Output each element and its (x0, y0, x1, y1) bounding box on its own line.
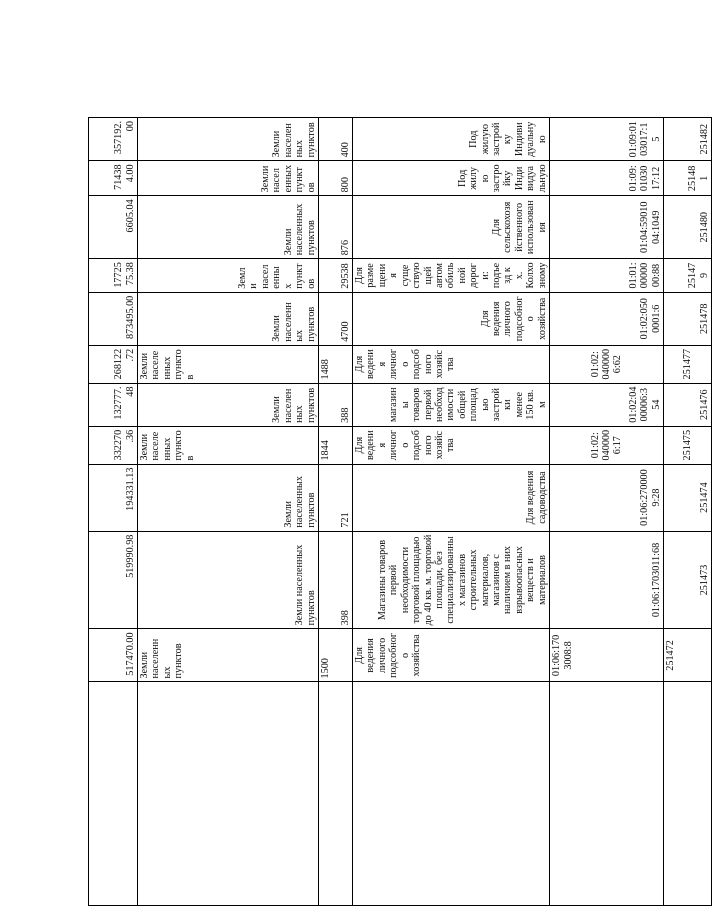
category-cell (138, 682, 319, 906)
cadastral-cell: 01:02:0500001:6 (550, 292, 664, 345)
cadastral-row (550, 118, 664, 906)
id-cell: 251479 (664, 259, 712, 293)
category-cell: Земли населенных пунктов (138, 196, 319, 259)
category-cell: Земли населенных пунктов (138, 345, 319, 383)
value-cell: 517470.00 (89, 629, 138, 682)
rotated-land-table (88, 117, 710, 906)
land-registry-table (88, 117, 712, 906)
value-row (89, 118, 138, 906)
category-cell: Земли населенных пунктов (138, 464, 319, 531)
area-cell: 1488 (319, 345, 353, 383)
category-row (138, 118, 319, 906)
cadastral-cell: 01:09:0103017:15 (550, 118, 664, 161)
value-cell: 357192.00 (89, 118, 138, 161)
usage-cell (353, 682, 550, 906)
category-cell: Земли населенных пунктов (138, 292, 319, 345)
area-cell: 29538 (319, 259, 353, 293)
usage-cell: Магазины товаров первой необходимости торговой площадью до 40 кв. м. торговой площади, без специализированных магазинов строительных материалов, магазинов с наличием в них взрывоопасных веществ и материалов (353, 531, 550, 629)
id-cell: 251480 (664, 196, 712, 259)
value-cell: 714384.00 (89, 161, 138, 196)
cadastral-cell: 01:09:0103017:12 (550, 161, 664, 196)
id-cell (664, 682, 712, 906)
category-cell: Земли населенных пунктов (138, 259, 319, 293)
area-cell: 721 (319, 464, 353, 531)
category-cell: Земли населенных пунктов (138, 161, 319, 196)
id-cell: 251477 (664, 345, 712, 383)
usage-cell: Для ведения личного подсобного хозяйства (353, 629, 550, 682)
id-cell: 251482 (664, 118, 712, 161)
usage-row (353, 118, 550, 906)
cadastral-cell: 01:02:0400006:17 (550, 426, 664, 464)
category-cell: Земли населенных пунктов (138, 531, 319, 629)
value-cell: 873495.00 (89, 292, 138, 345)
value-cell: 6605.04 (89, 196, 138, 259)
category-cell: Земли населенных пунктов (138, 629, 319, 682)
value-cell (89, 682, 138, 906)
usage-cell: магазины товаров первой необходимости общей площадью застройки менее 150 кв. м (353, 383, 550, 426)
area-cell: 876 (319, 196, 353, 259)
category-cell: Земли населенных пунктов (138, 383, 319, 426)
area-cell: 1500 (319, 629, 353, 682)
area-row (319, 118, 353, 906)
area-cell: 1844 (319, 426, 353, 464)
usage-cell: Для ведения личного подсобного хозяйства (353, 292, 550, 345)
category-cell: Земли населенных пунктов (138, 426, 319, 464)
category-cell: Земли населенных пунктов (138, 118, 319, 161)
value-cell: 194331.13 (89, 464, 138, 531)
value-cell: 1772575.38 (89, 259, 138, 293)
area-cell: 398 (319, 531, 353, 629)
id-cell: 251472 (664, 629, 712, 682)
id-cell: 251478 (664, 292, 712, 345)
cadastral-cell: 01:04:5901004:1049 (550, 196, 664, 259)
id-row (664, 118, 712, 906)
cadastral-cell: 01:02:0400006:354 (550, 383, 664, 426)
cadastral-cell: 01:01:0000000:88 (550, 259, 664, 293)
value-cell: 519990.98 (89, 531, 138, 629)
value-cell: 268122.72 (89, 345, 138, 383)
cadastral-cell (550, 682, 664, 906)
usage-cell: Под жилую застройку Индивидуальную (353, 118, 550, 161)
area-cell: 400 (319, 118, 353, 161)
area-cell (319, 682, 353, 906)
usage-cell: Для ведения садоводства (353, 464, 550, 531)
id-cell: 251481 (664, 161, 712, 196)
usage-cell: Для сельскохозяйственного использования (353, 196, 550, 259)
cadastral-cell: 01:06:2700009:28 (550, 464, 664, 531)
id-cell: 251474 (664, 464, 712, 531)
id-cell: 251476 (664, 383, 712, 426)
area-cell: 388 (319, 383, 353, 426)
usage-cell: Для ведения личного подсобного хозяйства (353, 345, 550, 383)
cadastral-cell: 01:06:1703008:8 (550, 629, 664, 682)
value-cell: 132777.48 (89, 383, 138, 426)
id-cell: 251475 (664, 426, 712, 464)
cadastral-cell: 01:06:1703011:68 (550, 531, 664, 629)
usage-cell: Для размещения существующей автомобильной дороги: подъезд к х. Колхозному (353, 259, 550, 293)
value-cell: 332270.36 (89, 426, 138, 464)
usage-cell: Под жилую застройку Индивидуальную (353, 161, 550, 196)
id-cell: 251473 (664, 531, 712, 629)
area-cell: 4700 (319, 292, 353, 345)
area-cell: 800 (319, 161, 353, 196)
usage-cell: Для ведения личного подсобного хозяйства (353, 426, 550, 464)
cadastral-cell: 01:02:0400006:62 (550, 345, 664, 383)
